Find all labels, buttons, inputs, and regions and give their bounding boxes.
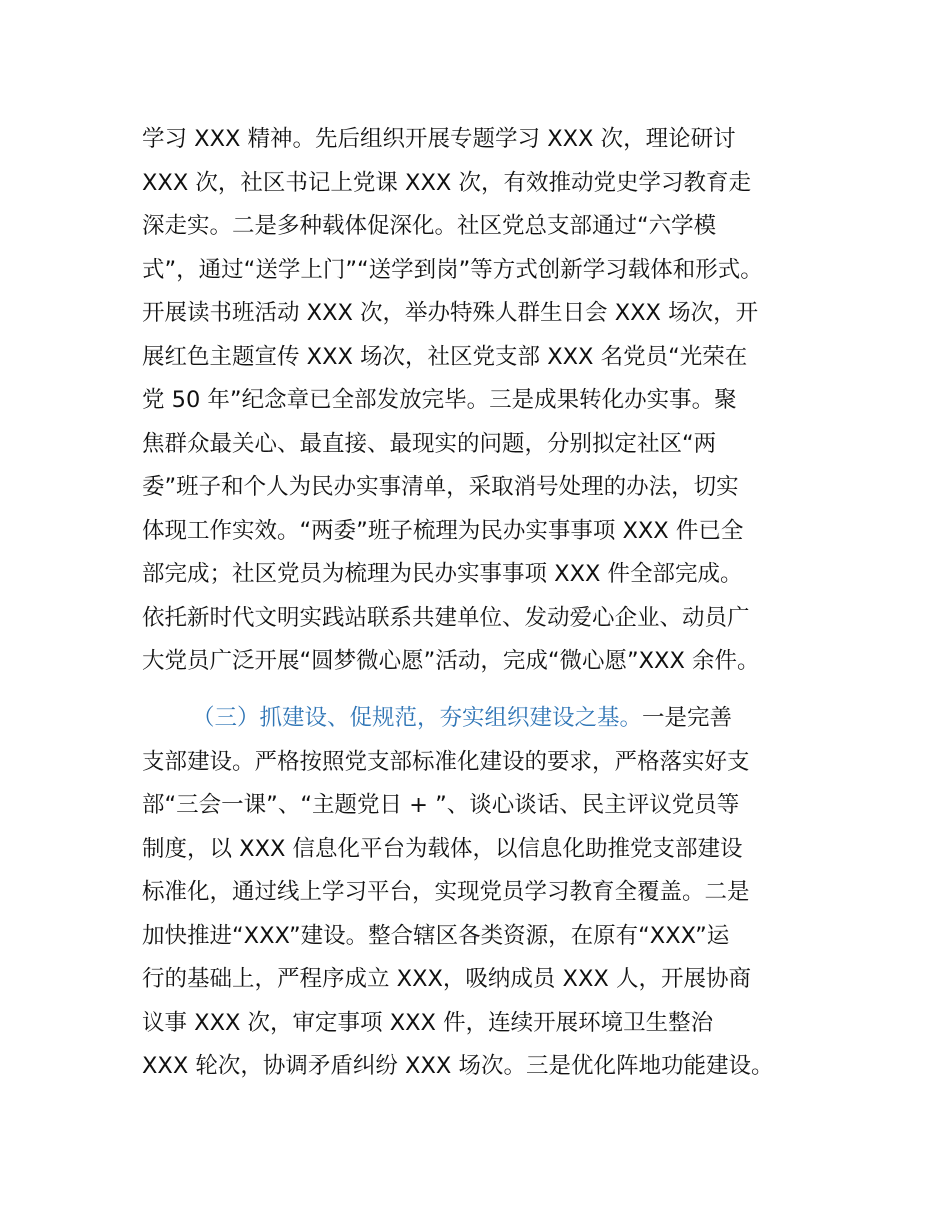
- text-line: 部完成；社区党员为梳理为民办实事事项 XXX 件全部完成。: [142, 561, 743, 587]
- text-line: 支部建设。严格按照党支部标准化建设的要求，严格落实好支: [142, 748, 750, 775]
- text-line: 制度，以 XXX 信息化平台为载体，以信息化助推党支部建设: [142, 835, 743, 862]
- paragraph-1: [142, 118, 822, 684]
- text-line: 议事 XXX 次，审定事项 XXX 件，连续开展环境卫生整治: [142, 1009, 714, 1036]
- text-line: 依托新时代文明实践站联系共建单位、发动爱心企业、动员广: [142, 604, 750, 631]
- paragraph-first-line: [142, 697, 822, 741]
- text-line: 式”，通过“送学上门”“送学到岗”等方式创新学习载体和形式。: [142, 256, 763, 283]
- text-line: 委”班子和个人为民办实事清单，采取消号处理的办法，切实: [142, 474, 739, 500]
- text-run: 一是完善: [642, 705, 733, 731]
- text-line: 加快推进“XXX”建设。整合辖区各类资源，在原有“XXX”运: [142, 922, 730, 949]
- text-line: 深走实。二是多种载体促深化。社区党总支部通过“六学模: [142, 213, 717, 239]
- text-line: XXX 轮次，协调矛盾纠纷 XXX 场次。三是优化阵地功能建设。: [142, 1053, 774, 1079]
- section-heading: （三）抓建设、促规范，夯实组织建设之基。: [192, 705, 643, 731]
- text-line: 党 50 年”纪念章已全部发放完毕。三是成果转化办实事。聚: [142, 387, 737, 413]
- text-line: 开展读书班活动 XXX 次，举办特殊人群生日会 XXX 场次，开: [142, 300, 759, 326]
- text-line: 学习 XXX 精神。先后组织开展专题学习 XXX 次，理论研讨: [142, 126, 736, 152]
- text-line: 部“三会一课”、“主题党日 + ”、谈心谈话、民主评议党员等: [142, 792, 740, 818]
- text-line: 展红色主题宣传 XXX 场次，社区党支部 XXX 名党员“光荣在: [142, 343, 748, 370]
- text-line: 焦群众最关心、最直接、最现实的问题，分别拟定社区“两: [142, 430, 717, 457]
- text-line: XXX 次，社区书记上党课 XXX 次，有效推动党史学习教育走: [142, 169, 751, 196]
- text-line: 标准化，通过线上学习平台，实现党员学习教育全覆盖。二是: [142, 879, 750, 905]
- text-line: 体现工作实效。“两委”班子梳理为民办实事事项 XXX 件已全: [142, 517, 744, 544]
- text-line: 行的基础上，严程序成立 XXX，吸纳成员 XXX 人，开展协商: [142, 966, 751, 992]
- paragraph-2: [142, 697, 822, 1089]
- text-line: 大党员广泛开展“圆梦微心愿”活动，完成“微心愿”XXX 余件。: [142, 648, 760, 674]
